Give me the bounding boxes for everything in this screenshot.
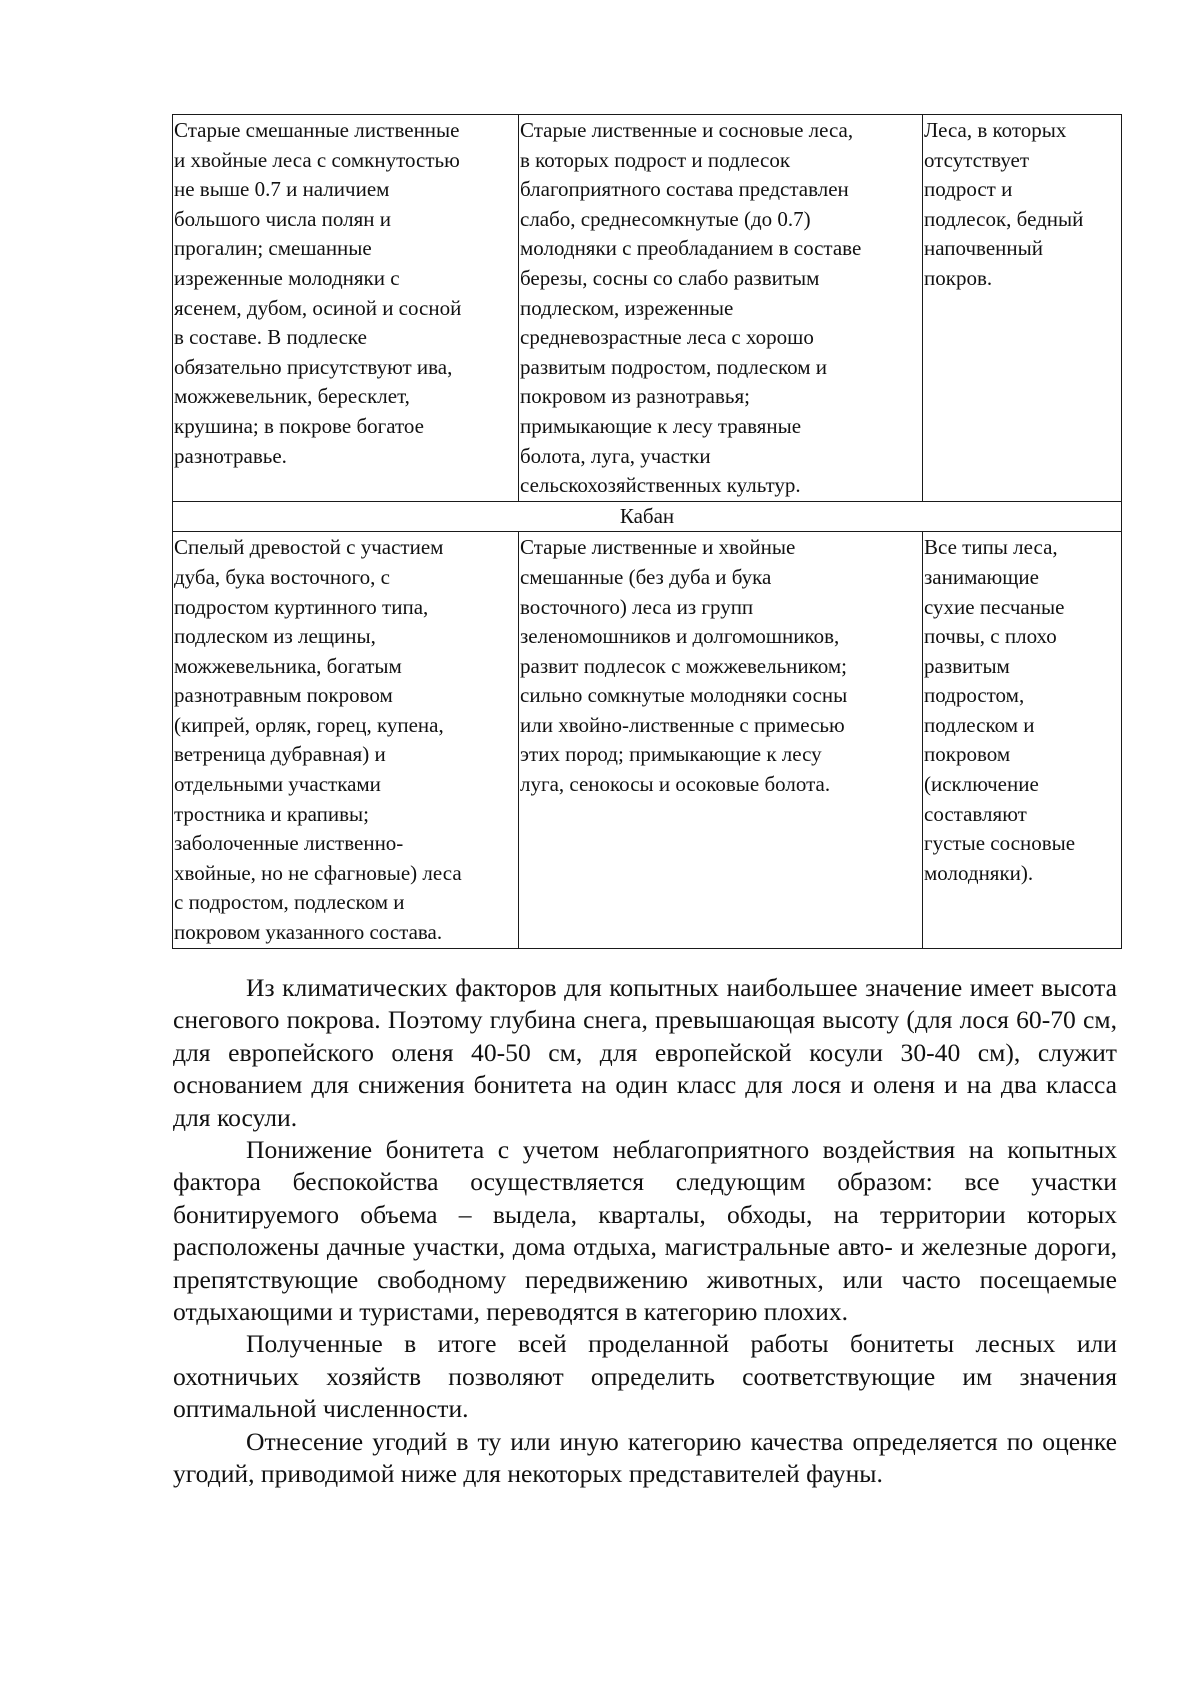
table-cell-medium: Старые лиственные и хвойные смешанные (без дуба и бука восточного) леса из групп зеленомошников и долгомошников, развит подлесок с можжевельником; сильно сомкнутые молодняки сосны или хвойно-лиственные с примесью этих пород; примыкающие к лесу луга, сенокосы и осоковые болота. [519,532,923,948]
paragraph-results: Полученные в итоге всей проделанной работы бонитеты лесных или охотничьих хозяйств позволяют определить соответствующие им значения оптимальной численности. [173,1329,1117,1424]
section-heading-boar: Кабан [173,501,1122,532]
table-cell-poor: Леса, в которых отсутствует подрост и подлесок, бедный напочвенный покров. [923,115,1122,502]
paragraph-categories: Отнесение угодий в ту или иную категорию качества определяется по оценке угодий, приводимой ниже для некоторых представителей фауны. [173,1426,1117,1489]
paragraph-disturbance: Понижение бонитета с учетом неблагоприятного воздействия на копытных фактора беспокойства осуществляется следующим образом: все участки бонитируемого объема – выдела, кварталы, обходы, на территории которых расположены дачные участки, дома отдыха, магистральные авто- и железные дороги, препятствующие свободному передвижению животных, или часто посещаемые отдыхающими и туристами, переводятся в категорию плохих. [173,1135,1117,1327]
table-cell-poor: Все типы леса, занимающие сухие песчаные почвы, с плохо развитым подростом, подлеском и покровом (исключение составляют густые сосновые молодняки). [923,532,1122,948]
table-cell-good: Спелый древостой с участием дуба, бука восточного, с подростом куртинного типа, подлеском из лещины, можжевельника, богатым разнотравным покровом (кипрей, орляк, горец, купена, ветреница дубравная) и отдельными участками тростника и крапивы; заболоченные лиственно- хвойные, но не сфагновые) леса с подростом, подлеском и покровом указанного состава. [173,532,519,948]
paragraph-climate: Из климатических факторов для копытных наибольшее значение имеет высота снегового покрова. Поэтому глубина снега, превышающая высоту (для лося 60-70 см, для европейского оленя 40-50 см, для европейской косули 30-40 см), служит основанием для снижения бонитета на один класс для лося и оленя и на два класса для косули. [173,973,1117,1132]
table-cell-medium: Старые лиственные и сосновые леса, в которых подрост и подлесок благоприятного состава представлен слабо, среднесомкнутые (до 0.7) молодняки с преобладанием в составе березы, сосны со слабо развитым подлеском, изреженные средневозрастные леса с хорошо развитым подростом, подлеском и покровом из разнотравья; примыкающие к лесу травяные болота, луга, участки сельскохозяйственных культур. [519,115,923,502]
table-section-row [173,501,1122,532]
habitat-quality-table [172,114,1122,949]
table-cell-good: Старые смешанные лиственные и хвойные леса с сомкнутостью не выше 0.7 и наличием большого числа полян и прогалин; смешанные изреженные молодняки с ясенем, дубом, осиной и сосной в составе. В подлеске обязательно присутствуют ива, можжевельник, бересклет, крушина; в покрове богатое разнотравье. [173,115,519,502]
body-text [173,972,1117,1491]
table-row [173,532,1122,948]
table-row [173,115,1122,502]
